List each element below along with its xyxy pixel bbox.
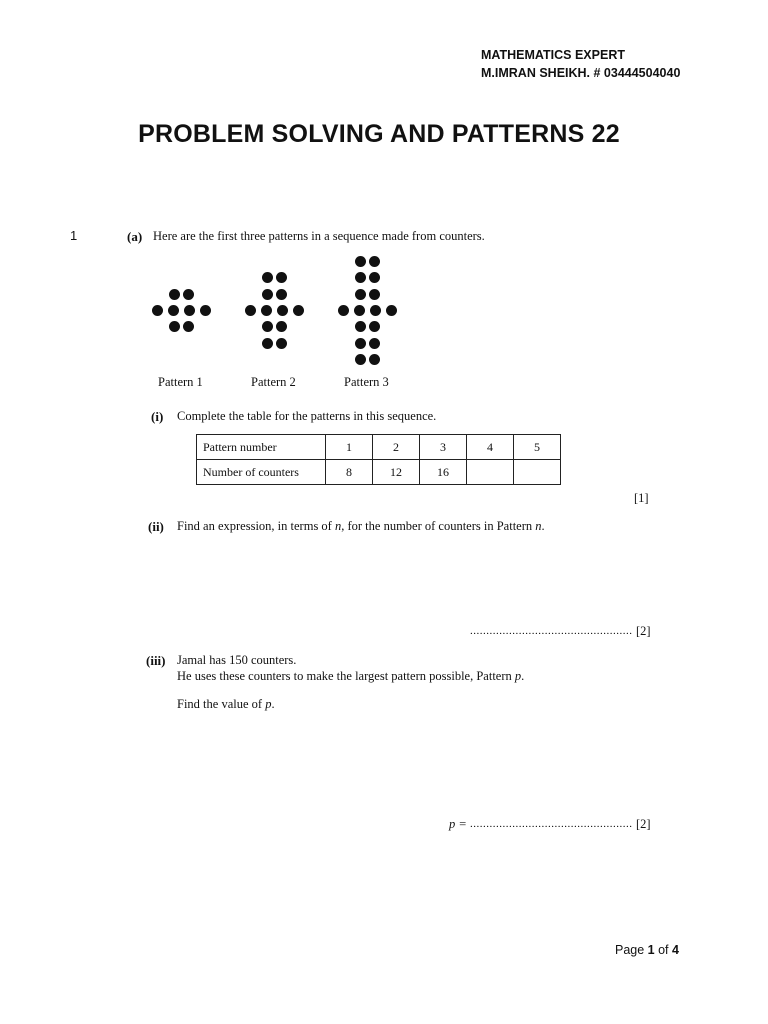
current-page-number: 1 (647, 943, 655, 957)
page-title: PROBLEM SOLVING AND PATTERNS 22 (138, 120, 620, 148)
page-footer: Page 1 of 4 (615, 943, 679, 957)
counter-dot (262, 321, 273, 332)
counter-dot (262, 338, 273, 349)
answer-cell-counters-5[interactable] (514, 460, 561, 485)
cell-pattern-number-2: 2 (373, 435, 420, 460)
counter-dot (261, 305, 272, 316)
counter-dot (293, 305, 304, 316)
part-ii-marks: [2] (636, 624, 651, 638)
counter-dot (355, 321, 366, 332)
counter-dot (354, 305, 365, 316)
part-iii-answer-prefix: p = (449, 817, 467, 831)
counter-dot (369, 321, 380, 332)
part-a-label: (a) (127, 229, 143, 244)
counter-dot (369, 256, 380, 267)
counter-dot (369, 354, 380, 365)
part-i-marks: [1] (634, 491, 649, 505)
pattern-table (196, 434, 561, 485)
cell-pattern-number-3: 3 (420, 435, 467, 460)
counter-dot (276, 289, 287, 300)
part-iii-line3: Find the value of p. (177, 697, 275, 711)
counter-dot (370, 305, 381, 316)
part-iii-label: (iii) (146, 653, 166, 668)
cell-pattern-number-5: 5 (514, 435, 561, 460)
counter-dot (355, 289, 366, 300)
row-header-number-of-counters: Number of counters (197, 460, 326, 485)
row-header-pattern-number: Pattern number (197, 435, 326, 460)
part-ii-label: (ii) (148, 519, 164, 534)
counter-dot (277, 305, 288, 316)
counter-dot (386, 305, 397, 316)
counter-dot (369, 289, 380, 300)
counter-dot (355, 272, 366, 283)
part-iii-marks: [2] (636, 817, 651, 831)
counter-dot (183, 321, 194, 332)
cell-pattern-number-1: 1 (326, 435, 373, 460)
counter-dot (262, 272, 273, 283)
cell-pattern-number-4: 4 (467, 435, 514, 460)
counter-dot (169, 289, 180, 300)
part-iii-answer-line[interactable]: .................................................. (470, 818, 633, 830)
author-header (481, 46, 680, 82)
question-number: 1 (70, 228, 78, 243)
table-row-pattern-number (197, 435, 561, 460)
part-a-text: Here are the first three patterns in a sequence made from counters. (153, 229, 485, 243)
counter-dot (338, 305, 349, 316)
part-iii-line1: Jamal has 150 counters. (177, 653, 297, 667)
cell-counters-1: 8 (326, 460, 373, 485)
counter-dot (169, 321, 180, 332)
counter-dot (369, 272, 380, 283)
counter-dot (276, 272, 287, 283)
counter-dot (276, 321, 287, 332)
pattern-2-label: Pattern 2 (251, 375, 296, 389)
table-row-number-of-counters (197, 460, 561, 485)
part-ii-text: Find an expression, in terms of n, for the number of counters in Pattern n. (177, 519, 545, 533)
part-i-text: Complete the table for the patterns in this sequence. (177, 409, 437, 423)
header-contact: M.IMRAN SHEIKH. # 03444504040 (481, 66, 681, 80)
counter-dot (276, 338, 287, 349)
counter-dot (355, 338, 366, 349)
total-page-count: 4 (672, 943, 679, 957)
counter-dot (245, 305, 256, 316)
counter-dot (355, 256, 366, 267)
counter-dot (168, 305, 179, 316)
counter-dot (369, 338, 380, 349)
answer-cell-counters-4[interactable] (467, 460, 514, 485)
counter-dot (355, 354, 366, 365)
cell-counters-3: 16 (420, 460, 467, 485)
part-iii-line2: He uses these counters to make the largest pattern possible, Pattern p. (177, 669, 525, 683)
pattern-3-label: Pattern 3 (344, 375, 389, 389)
counter-dot (262, 289, 273, 300)
counter-dot (152, 305, 163, 316)
counter-dot (183, 289, 194, 300)
part-ii-answer-line[interactable]: .................................................. (470, 625, 633, 637)
part-i-label: (i) (151, 409, 164, 424)
pattern-1-label: Pattern 1 (158, 375, 203, 389)
counter-dot (184, 305, 195, 316)
header-subject: MATHEMATICS EXPERT (481, 48, 625, 62)
counter-dot (200, 305, 211, 316)
cell-counters-2: 12 (373, 460, 420, 485)
